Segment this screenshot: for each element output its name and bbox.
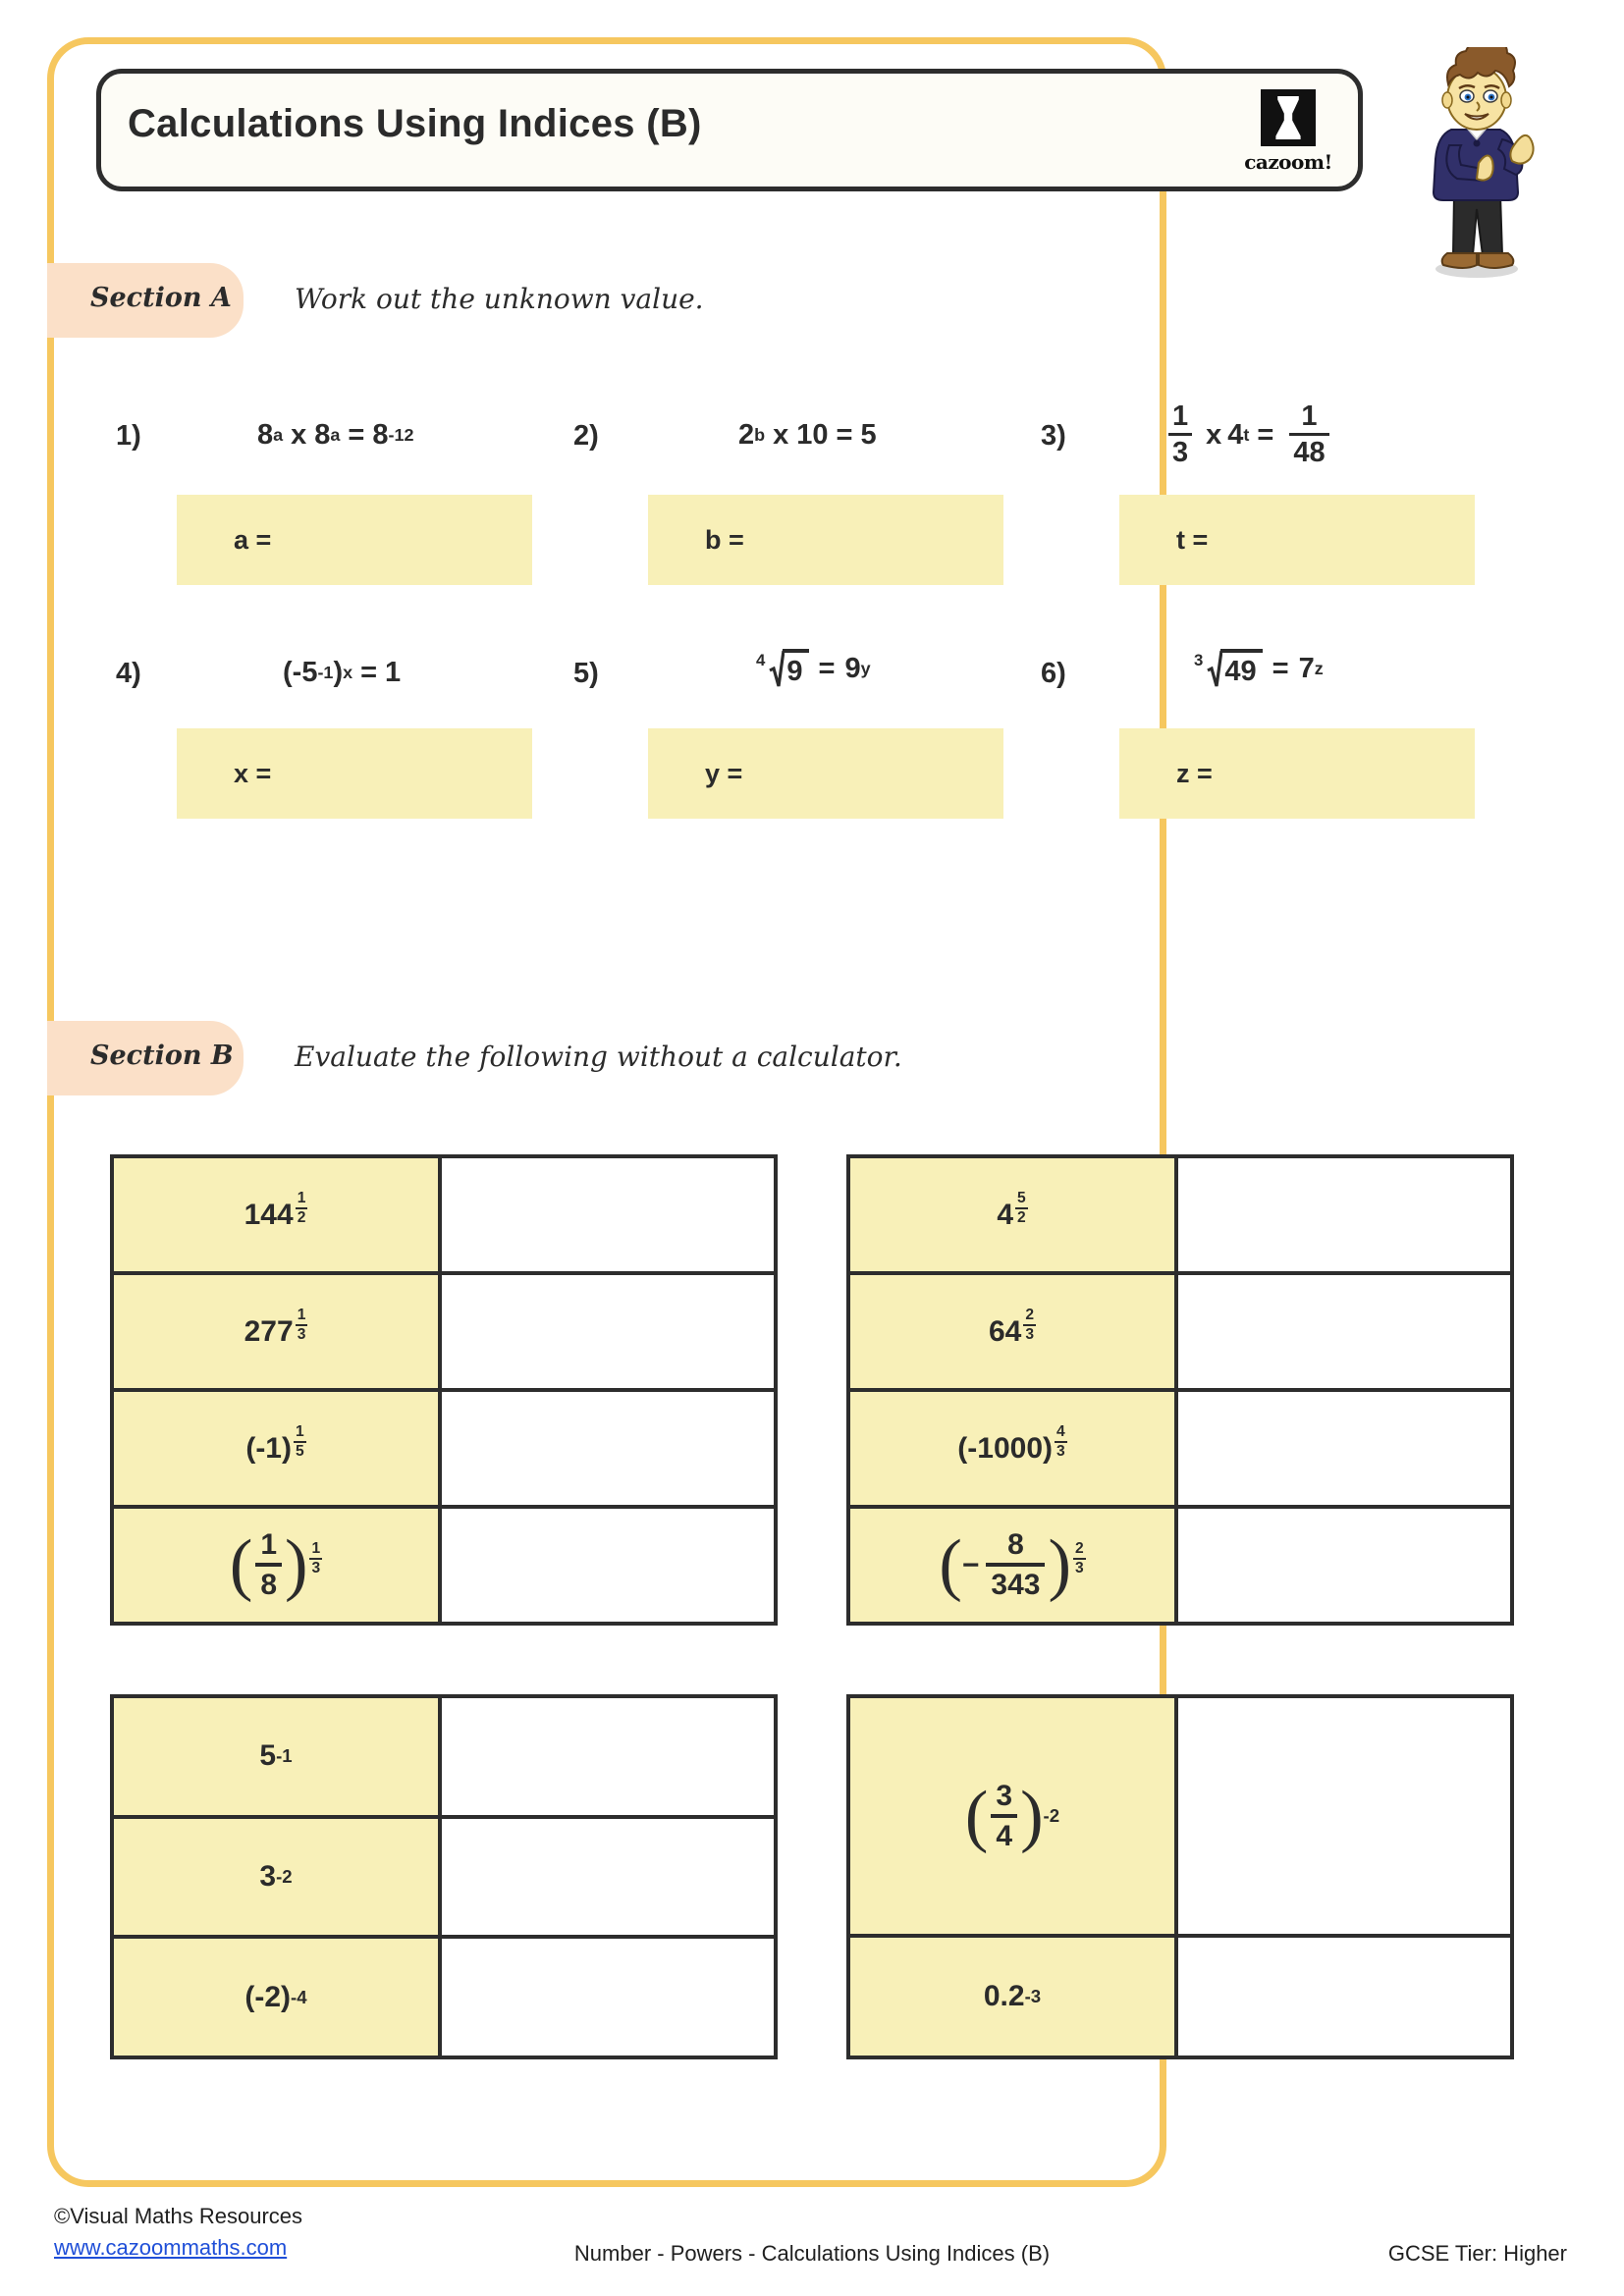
table-row: [114, 1698, 774, 1815]
expression-cell: [850, 1158, 1178, 1271]
exp-denominator: 3: [311, 1559, 321, 1576]
exp-denominator: 3: [1056, 1442, 1065, 1460]
exp-numerator: 1: [311, 1540, 321, 1558]
answer-label-t: t =: [1176, 524, 1209, 555]
answer-cell[interactable]: [1178, 1509, 1510, 1622]
exp-denominator: 2: [1017, 1208, 1026, 1226]
table-row: [850, 1388, 1510, 1505]
exp-numerator: 2: [1074, 1540, 1084, 1558]
expr-base: 4: [997, 1198, 1013, 1231]
expression-cell: [114, 1392, 442, 1505]
q6-root-index: 3: [1194, 651, 1204, 669]
section-b-table-top-right: [846, 1154, 1514, 1626]
answer-label-x: x =: [234, 758, 272, 788]
q4-close-paren: ): [333, 656, 344, 688]
question-number-3: 3): [1041, 420, 1066, 452]
section-b-instruction: Evaluate the following without a calculator.: [295, 1041, 902, 1073]
q1-base1: 8: [257, 418, 274, 451]
exponent-fraction: [1073, 1541, 1086, 1575]
exp-numerator: 2: [1025, 1307, 1035, 1324]
table-row: [850, 1158, 1510, 1271]
table-row: [114, 1505, 774, 1622]
answer-label-z: z =: [1176, 758, 1213, 788]
answer-cell[interactable]: [1178, 1698, 1510, 1934]
q2-multiplier: 10: [796, 418, 829, 451]
answer-cell[interactable]: [442, 1392, 774, 1505]
exponent-fraction: [296, 1191, 308, 1225]
table-row: [850, 1505, 1510, 1622]
q6-radicand: 49: [1220, 649, 1262, 688]
exp-denominator: 2: [297, 1208, 306, 1226]
table-row: [114, 1815, 774, 1936]
answer-label-y: y =: [705, 758, 743, 788]
q5-result-base: 9: [844, 652, 861, 684]
table-row: [114, 1158, 774, 1271]
exponent-fraction: [1055, 1424, 1067, 1459]
expr-base: 144: [244, 1198, 294, 1231]
section-b-label: Section B: [90, 1041, 234, 1071]
expression-cell: (-2) -4: [114, 1939, 442, 2056]
q3-rhs-denominator: 48: [1289, 433, 1328, 467]
expr-base: (-2): [244, 1980, 292, 2013]
close-paren: ): [1020, 1777, 1044, 1854]
question-expression-6: 3 49 = 7 z: [1194, 651, 1324, 687]
cazoom-logo-wordmark: cazoom!: [1244, 150, 1332, 174]
q3-rhs-numerator: 1: [1301, 400, 1318, 432]
q2-operator: x: [773, 418, 789, 451]
close-paren: ): [1048, 1526, 1071, 1604]
q1-rhs-base: 8: [372, 418, 389, 451]
expression-cell: 5 -1: [114, 1698, 442, 1815]
question-expression-2: 2 b x 10 = 5: [738, 418, 877, 451]
section-b-pill: [47, 1021, 244, 1095]
fraction-denominator: 343: [986, 1563, 1045, 1600]
footer-topic: Number - Powers - Calculations Using Indices (B): [573, 2241, 1051, 2266]
answer-cell[interactable]: [442, 1509, 774, 1622]
exp-numerator: 5: [1017, 1190, 1026, 1207]
answer-cell[interactable]: [1178, 1275, 1510, 1388]
question-expression-1: 8 a x 8 a = 8 -12: [257, 418, 414, 451]
expr-base: 0.2: [983, 1980, 1025, 2012]
answer-cell[interactable]: [442, 1939, 774, 2056]
parenthesised-negative-fraction: [939, 1526, 1071, 1604]
exp-numerator: 4: [1056, 1423, 1065, 1441]
exponent-fraction: [309, 1541, 322, 1575]
answer-box-4[interactable]: [177, 728, 532, 819]
answer-cell[interactable]: [1178, 1392, 1510, 1505]
answer-cell[interactable]: [442, 1158, 774, 1271]
expr-base: 5: [259, 1739, 277, 1773]
answer-cell[interactable]: [1178, 1158, 1510, 1271]
answer-box-2[interactable]: [648, 495, 1003, 585]
fraction-denominator: 4: [991, 1814, 1017, 1851]
expression-cell: [114, 1158, 442, 1271]
parenthesised-fraction: [964, 1777, 1044, 1854]
question-number-4: 4): [116, 658, 141, 689]
q1-operator: x: [291, 418, 307, 451]
radical-sign-icon: [765, 649, 785, 688]
table-row: [850, 1698, 1510, 1934]
question-expression-5: 4 9 = 9 y: [756, 651, 871, 687]
q2-equals: =: [836, 418, 853, 451]
q3-operator: x: [1206, 418, 1222, 451]
q5-equals: =: [818, 652, 836, 684]
exponent-fraction: [296, 1308, 308, 1342]
exp-numerator: 1: [297, 1307, 306, 1324]
close-paren: ): [285, 1526, 308, 1604]
section-a-label: Section A: [90, 283, 232, 313]
q1-base2: 8: [314, 418, 331, 451]
q3-rhs-fraction: [1289, 402, 1328, 467]
expr-base: 3: [259, 1860, 277, 1893]
expression-cell: [114, 1275, 442, 1388]
q5-root-index: 4: [756, 651, 766, 669]
section-b-table-bottom-left: [110, 1694, 778, 2059]
exponent-fraction: [1023, 1308, 1036, 1342]
radical-sign-icon: [1203, 649, 1222, 688]
expression-cell: 3 -2: [114, 1819, 442, 1936]
fraction-numerator: 3: [996, 1779, 1013, 1812]
q5-radical: [756, 649, 809, 688]
answer-cell[interactable]: [442, 1698, 774, 1815]
expression-cell: [850, 1392, 1178, 1505]
q2-base: 2: [738, 418, 755, 451]
question-number-5: 5): [573, 658, 599, 689]
inner-fraction: [986, 1530, 1045, 1600]
q4-result: 1: [385, 656, 402, 688]
mascot-illustration: [1392, 47, 1559, 283]
hourglass-icon: [1273, 96, 1303, 139]
expression-cell: [850, 1275, 1178, 1388]
exponent-fraction: [294, 1424, 306, 1459]
q6-result-base: 7: [1298, 652, 1315, 684]
q6-equals: =: [1272, 652, 1289, 684]
exp-denominator: 3: [297, 1325, 306, 1343]
section-b-table-top-left: [110, 1154, 778, 1626]
exp-numerator: 1: [295, 1423, 304, 1441]
expression-cell: 0.2 -3: [850, 1938, 1178, 2056]
table-row: [114, 1935, 774, 2056]
open-paren: (: [964, 1777, 989, 1854]
q4-base: (-5: [283, 656, 318, 688]
expr-base: (-1000): [957, 1431, 1054, 1465]
question-number-6: 6): [1041, 658, 1066, 689]
open-paren: (: [229, 1526, 253, 1604]
exp-numerator: 1: [297, 1190, 306, 1207]
question-number-2: 2): [573, 420, 599, 452]
answer-box-5[interactable]: [648, 728, 1003, 819]
parenthesised-fraction: [229, 1526, 308, 1604]
q5-radicand: 9: [783, 649, 808, 688]
exponent-fraction: [1015, 1191, 1028, 1225]
answer-cell[interactable]: [442, 1275, 774, 1388]
q3-lhs-denominator: 3: [1168, 433, 1192, 467]
page-footer: [0, 2204, 1624, 2296]
q2-result: 5: [860, 418, 877, 451]
question-expression-4: (-5 -1 ) x = 1: [283, 656, 402, 688]
footer-copyright: ©Visual Maths Resources: [54, 2204, 303, 2228]
section-a-instruction: Work out the unknown value.: [295, 283, 704, 315]
open-paren: (: [939, 1526, 962, 1604]
table-row: [850, 1934, 1510, 2056]
q3-lhs-numerator: 1: [1172, 400, 1189, 432]
answer-cell[interactable]: [1178, 1938, 1510, 2056]
table-row: [114, 1271, 774, 1388]
footer-tier: GCSE Tier: Higher: [1387, 2241, 1567, 2266]
exp-denominator: 3: [1025, 1325, 1035, 1343]
exp-denominator: 5: [295, 1442, 304, 1460]
table-row: [850, 1271, 1510, 1388]
fraction-numerator: 8: [1007, 1528, 1024, 1561]
fraction-numerator: 1: [260, 1528, 277, 1561]
inner-fraction: [991, 1779, 1017, 1852]
question-expression-3: $\frac{1}{3}$ x 4 t = $\frac{1}{48}$: [1161, 393, 1337, 477]
inner-fraction: [255, 1530, 282, 1600]
expr-base: 64: [988, 1314, 1022, 1348]
q4-equals: =: [360, 656, 378, 688]
expr-base: 277: [244, 1314, 294, 1348]
expression-cell: ( $\frac{3}{4}$ ) -2: [850, 1698, 1178, 1934]
fraction-denominator: 8: [255, 1563, 282, 1600]
answer-cell[interactable]: [442, 1819, 774, 1936]
expression-cell: [114, 1509, 442, 1622]
q3-base: 4: [1227, 418, 1244, 451]
q1-equals: =: [348, 418, 365, 451]
question-number-1: 1): [116, 420, 141, 452]
exp-denominator: 3: [1074, 1559, 1084, 1576]
q3-lhs-fraction: [1168, 402, 1192, 467]
minus-sign: −: [961, 1548, 980, 1581]
table-row: [114, 1388, 774, 1505]
answer-label-b: b =: [705, 524, 744, 555]
footer-website-link[interactable]: www.cazoommaths.com: [54, 2235, 288, 2260]
section-a-pill: [47, 263, 244, 338]
page-title: Calculations Using Indices (B): [128, 102, 702, 145]
answer-box-6[interactable]: [1119, 728, 1475, 819]
cazoom-logo: [1219, 86, 1357, 177]
expression-cell: [850, 1509, 1178, 1622]
expr-base: (-1): [245, 1431, 292, 1465]
answer-label-a: a =: [234, 524, 272, 555]
section-b-table-bottom-right: [846, 1694, 1514, 2059]
q3-equals: =: [1257, 418, 1274, 451]
answer-box-1[interactable]: [177, 495, 532, 585]
cazoom-logo-mark: [1261, 89, 1316, 146]
q6-radical: [1194, 649, 1263, 688]
answer-box-3[interactable]: [1119, 495, 1475, 585]
